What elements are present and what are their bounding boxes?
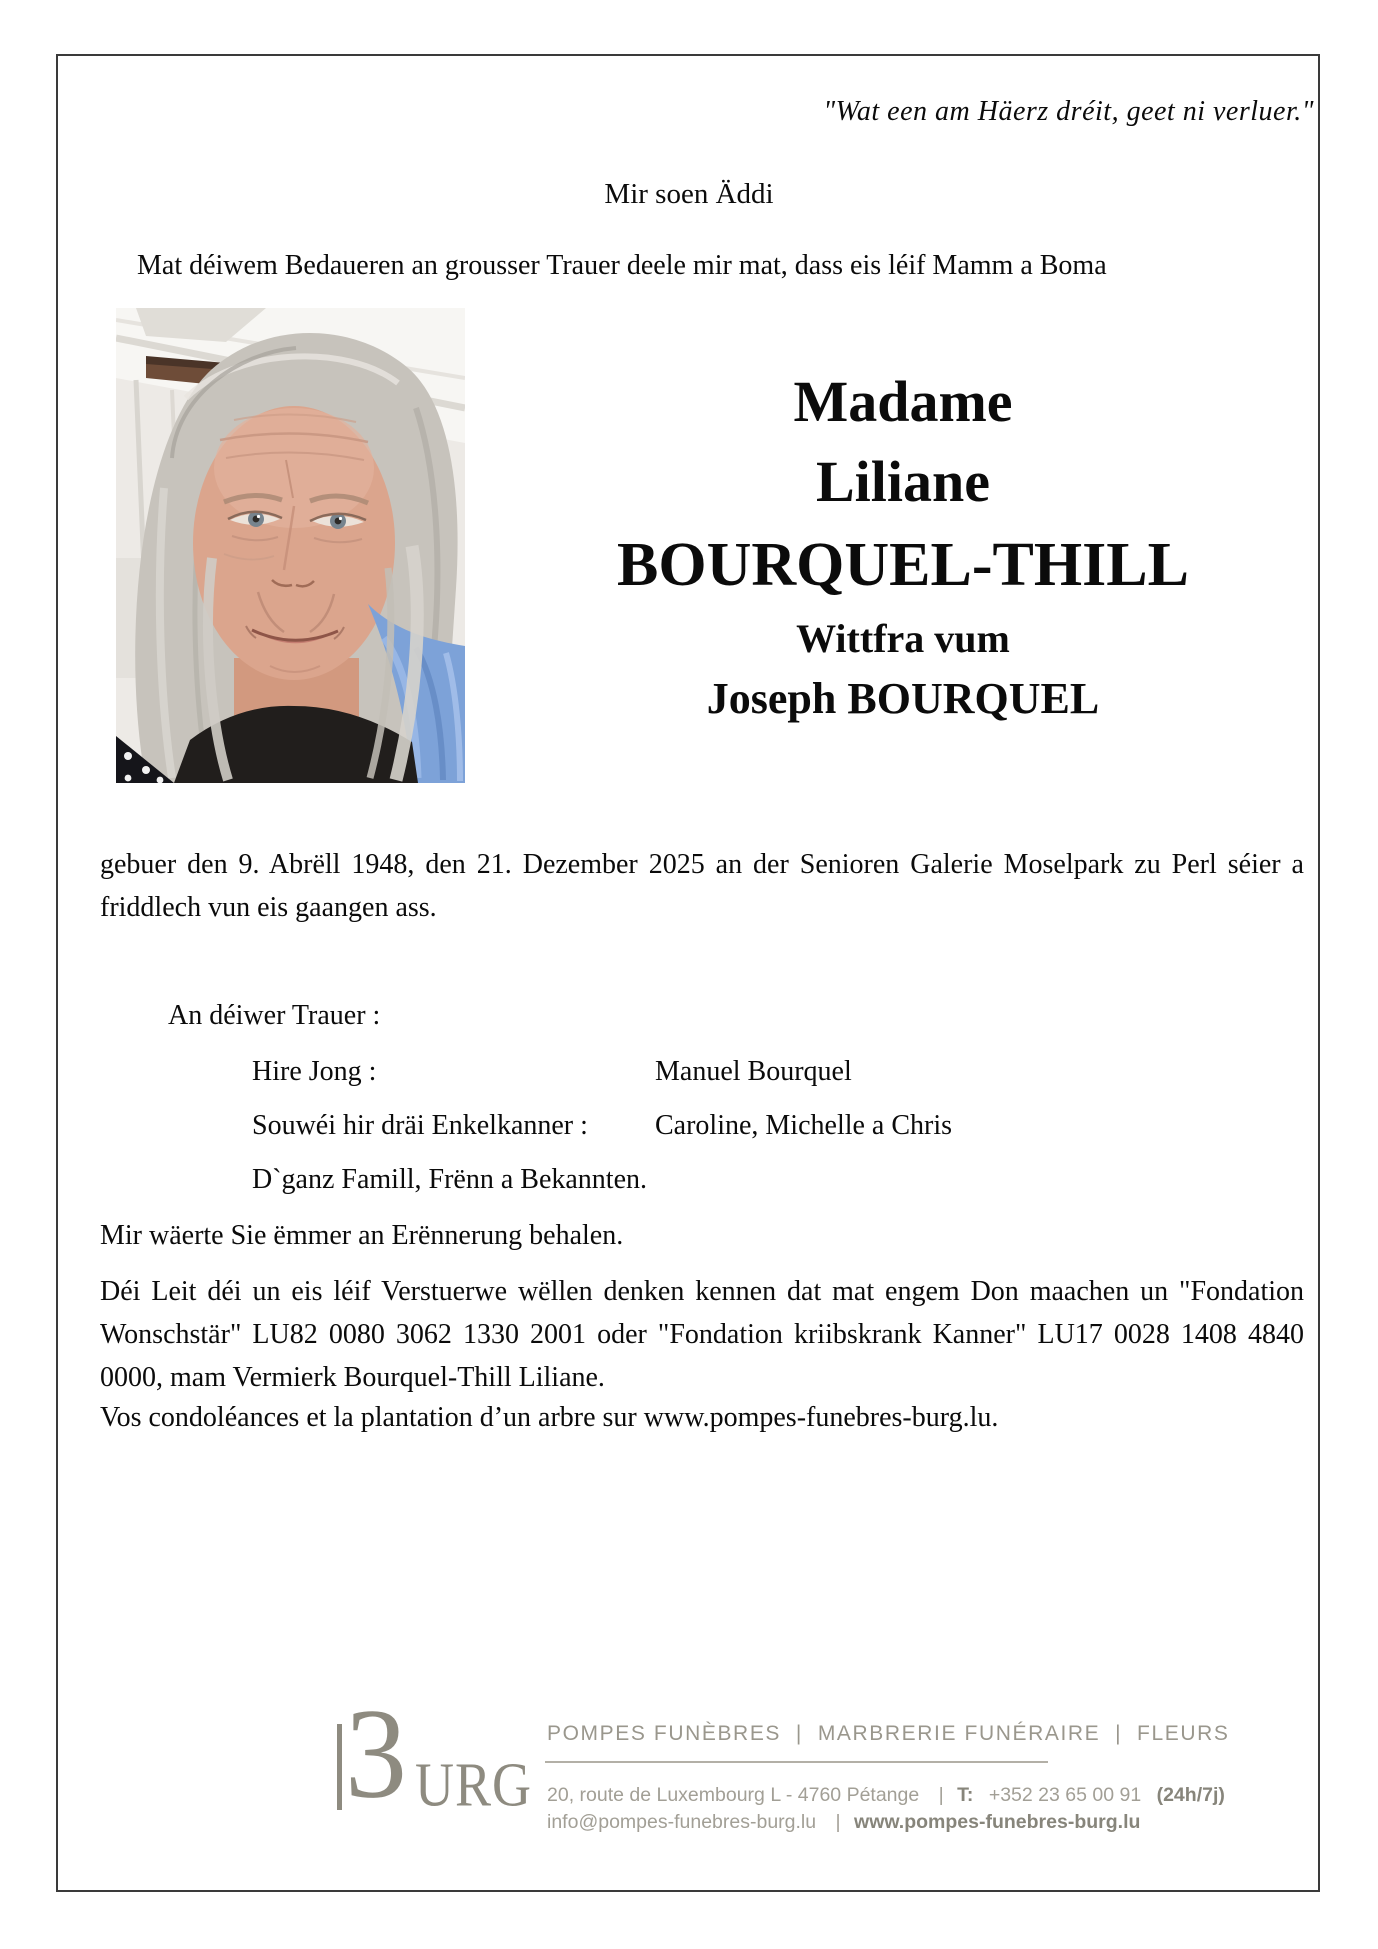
footer-web-line [547,1811,1150,1834]
remembrance-line: Mir wäerte Sie ëmmer an Erënnerung behalen. [100,1220,624,1251]
donation-paragraph: Déi Leit déi un eis léif Verstuerwe wëllen denken kennen dat mat engem Don maachen un "Fondation Wonschstär" LU82 0080 3062 1330 2001 oder "Fondation kriibskrank Kanner" LU17 0028 1408 4840 0000, mam Vermierk Bourquel-Thill Liliane. [100,1276,1304,1393]
announcement-intro: Mat déiwem Bedaueren an grousser Trauer deele mir mat, dass eis léif Mamm a Boma [137,250,1107,281]
footer-address: 20, route de Luxembourg L - 4760 Pétange [547,1784,920,1806]
mourner-names: Manuel Bourquel [655,1056,852,1087]
footer-hours: (24h/7j) [1156,1784,1225,1806]
deceased-title: Madame [793,369,1013,434]
footer-services-line: POMPES FUNÈBRES | MARBRERIE FUNÉRAIRE | FLEURS [547,1722,1230,1745]
footer-email: info@pompes-funebres-burg.lu [547,1811,817,1833]
deceased-first-name: Liliane [815,449,991,514]
deceased-name-block [470,362,1336,728]
funeral-home-footer [0,1682,1378,1860]
footer-address-line [547,1784,1235,1807]
burg-logo [337,1682,533,1825]
burg-logo-letters: URG [415,1750,533,1820]
burg-logo-stem [337,1724,342,1810]
mourning-heading: An déiwer Trauer : [168,1000,381,1031]
mourner-names: Caroline, Michelle a Chris [655,1110,953,1141]
spouse-name: Joseph BOURQUEL [706,674,1100,723]
footer-separator: | [835,1811,841,1833]
condolences-line: Vos condoléances et la plantation d’un arbre sur www.pompes-funebres-burg.lu. [100,1402,999,1433]
life-dates-paragraph: gebuer den 9. Abrëll 1948, den 21. Dezember 2025 an der Senioren Galerie Moselpark zu Perl séier a friddlech vun eis gaangen ass. [100,849,1304,923]
mourner-label: Hire Jong : [252,1056,377,1087]
footer-separator: | [938,1784,944,1806]
deceased-photo [116,308,465,783]
footer-phone: +352 23 65 00 91 [988,1784,1142,1806]
deceased-family-name: BOURQUEL-THILL [617,531,1189,599]
footer-divider [545,1761,1048,1763]
farewell-line: Mir soen Äddi [604,178,774,210]
footer-phone-label: T: [957,1784,974,1806]
burg-logo-mark: 3 [345,1682,407,1825]
widow-label: Wittfra vum [796,616,1010,661]
memorial-quote: "Wat een am Häerz dréit, geet ni verluer." [823,96,1314,127]
footer-website: www.pompes-funebres-burg.lu [854,1811,1141,1833]
mourner-label: D`ganz Famill, Frënn a Bekannten. [252,1164,648,1195]
mourner-label: Souwéi hir dräi Enkelkanner : [252,1110,588,1141]
